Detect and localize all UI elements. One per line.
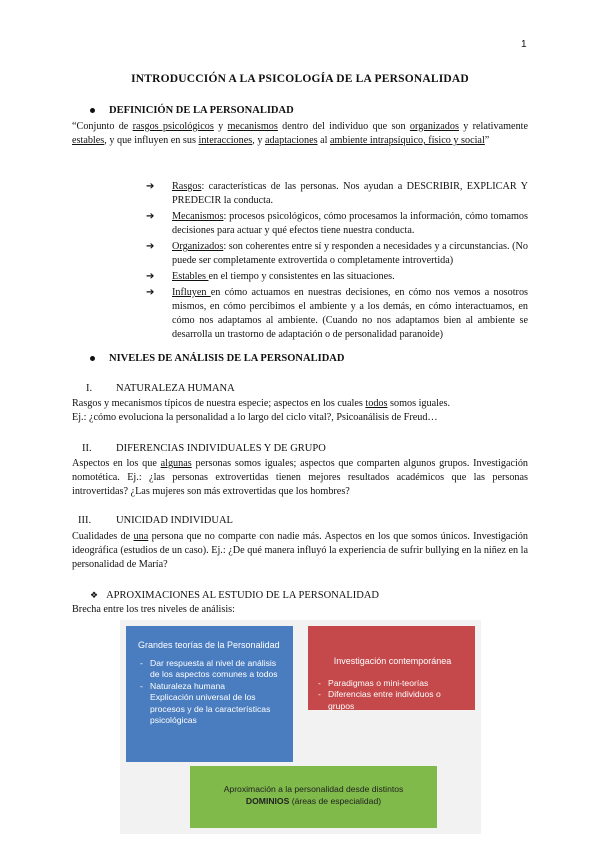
arrow-right-icon: ➔: [146, 181, 155, 192]
quote-text: y relativamente: [458, 121, 529, 132]
section-heading-aproximaciones: [90, 588, 379, 603]
box-grandes-teorias: [126, 626, 293, 762]
dominios-bold: DOMINIOS: [245, 795, 290, 806]
definition-list: [146, 180, 528, 344]
definition-text: : son coherentes entre sí y responden a necesidades y a circunstancias. (No puede ser completamente extrovertida o completamente introvertida): [172, 241, 528, 266]
definition-term: Organizados: [172, 241, 224, 252]
aproximaciones-subtitle: Brecha entre los tres niveles de análisis:: [72, 604, 235, 615]
definition-term: Mecanismos: [172, 211, 224, 222]
box-item: - Dar respuesta al nivel de análisis de los aspectos comunes a todos: [138, 658, 285, 681]
definition-text: en el tiempo y consistentes en las situaciones.: [208, 271, 395, 282]
quote-text: , y que influyen en sus: [104, 135, 199, 146]
body-text: Cualidades de: [72, 531, 134, 542]
term-rasgos: rasgos psicológicos: [132, 121, 214, 132]
level-heading-text: NATURALEZA HUMANA: [116, 383, 235, 394]
level-heading-text: DIFERENCIAS INDIVIDUALES Y DE GRUPO: [116, 443, 326, 454]
emphasis-una: una: [133, 531, 149, 542]
quote-text: , y: [252, 135, 265, 146]
roman-numeral: III.: [78, 515, 92, 526]
emphasis-algunas: algunas: [160, 458, 192, 469]
definition-item: [146, 286, 528, 342]
roman-numeral: II.: [82, 443, 92, 454]
arrow-right-icon: ➔: [146, 271, 155, 282]
body-text: Aspectos en los que: [72, 458, 161, 469]
definition-term: Rasgos: [172, 181, 202, 192]
diamond-bullet-icon: ❖: [90, 590, 99, 600]
aproximaciones-heading: APROXIMACIONES AL ESTUDIO DE LA PERSONALIDAD: [106, 590, 379, 601]
section-heading-definicion: [90, 104, 294, 118]
body-text: somos iguales.: [387, 398, 451, 409]
term-interacciones: interacciones: [198, 135, 253, 146]
box-investigacion-contemporanea: [308, 626, 475, 710]
body-text: Rasgos y mecanismos típicos de nuestra especie; aspectos en los cuales: [72, 398, 366, 409]
quote-text: ”: [484, 135, 490, 146]
box-text-rest: (áreas de especialidad): [289, 795, 382, 806]
quote-text: dentro del individuo que son: [277, 121, 410, 132]
term-mecanismos: mecanismos: [227, 121, 278, 132]
level-3-heading: [78, 514, 233, 528]
levels-diagram: [120, 620, 481, 834]
definition-item: [146, 270, 528, 284]
box-item: - Paradigmas o mini-teorías: [316, 678, 469, 690]
box-title: Grandes teorías de la Personalidad: [138, 640, 280, 650]
body-text: persona que no comparte con nadie más. Aspectos en los que somos únicos. Investigación ideográfica (estudios de un caso). Ej.: ¿De qué manera influyó la experiencia de sufrir bullying en la niñez en la personalidad de María?: [72, 531, 528, 570]
section-heading-niveles: [90, 352, 344, 366]
emphasis-todos: todos: [365, 398, 388, 409]
bullet-dot-icon: [90, 108, 95, 113]
page-title: INTRODUCCIÓN A LA PSICOLOGÍA DE LA PERSONALIDAD: [131, 73, 469, 85]
box-text: Aproximación a la personalidad desde distintos: [223, 784, 404, 794]
box-text: [196, 796, 431, 808]
definition-term: Estables: [172, 271, 209, 282]
quote-text: al: [317, 135, 331, 146]
term-adaptaciones: adaptaciones: [264, 135, 318, 146]
level-2-heading: [82, 442, 326, 456]
level-1-heading: [86, 382, 235, 396]
arrow-right-icon: ➔: [146, 211, 155, 222]
definition-text: : características de las personas. Nos ayudan a DESCRIBIR, EXPLICAR Y PREDECIR la conducta.: [172, 181, 528, 206]
arrow-right-icon: ➔: [146, 287, 155, 298]
term-ambiente: ambiente intrapsíquico, físico y social: [330, 135, 485, 146]
definition-item: [146, 180, 528, 208]
definition-text: : procesos psicológicos, cómo procesamos la información, cómo tomamos decisiones para actuar y qué efectos tiene nuestra conducta.: [172, 211, 528, 236]
body-text: Ej.: ¿cómo evoluciona la personalidad a lo largo del ciclo vital?, Psicoanálisis de Freud…: [72, 412, 438, 423]
arrow-right-icon: ➔: [146, 241, 155, 252]
definition-item: [146, 210, 528, 238]
box-item-extra: Explicación universal de los procesos y de la características psicológicas: [150, 692, 271, 725]
level-2-body: [72, 457, 528, 499]
definicion-heading: DEFINICIÓN DE LA PERSONALIDAD: [109, 105, 294, 116]
definition-term: Influyen: [172, 287, 211, 298]
definition-text: en cómo actuamos en nuestras decisiones, en cómo nos vemos a nosotros mismos, en cómo percibimos el ambiente y a los demás, en cómo interactuamos, en cómo nos adaptamos al ambiente. (Cuando no nos adaptamos bien al ambiente se desarrolla un trastorno de adaptación o de personalidad paranoide): [172, 287, 529, 340]
quote-text: “Conjunto de: [72, 121, 133, 132]
level-3-body: [72, 530, 528, 572]
niveles-heading: NIVELES DE ANÁLISIS DE LA PERSONALIDAD: [109, 353, 345, 364]
quote-text: y: [213, 121, 228, 132]
definition-item: [146, 240, 528, 268]
bullet-dot-icon: [90, 356, 95, 361]
box-dominios: [190, 766, 437, 828]
definition-quote: [72, 120, 528, 148]
level-1-body: [72, 397, 528, 425]
box-item: - Diferencias entre individuos o grupos: [316, 689, 469, 712]
box-title: Investigación contemporánea: [333, 656, 452, 666]
page-number: 1: [521, 39, 527, 50]
body-text: personas somos iguales; aspectos que comparten algunos grupos. Investigación nomotética. Ej.: ¿las personas extrovertidas tienen mejores resultados académicos que las personas introvertidas? ¿Las mujeres son más extrovertidas que los hombres?: [72, 458, 529, 497]
level-heading-text: UNICIDAD INDIVIDUAL: [116, 515, 233, 526]
box-item: - Naturaleza humana: [138, 681, 285, 693]
term-organizados: organizados: [409, 121, 459, 132]
roman-numeral: I.: [86, 383, 93, 394]
term-estables: estables: [72, 135, 105, 146]
